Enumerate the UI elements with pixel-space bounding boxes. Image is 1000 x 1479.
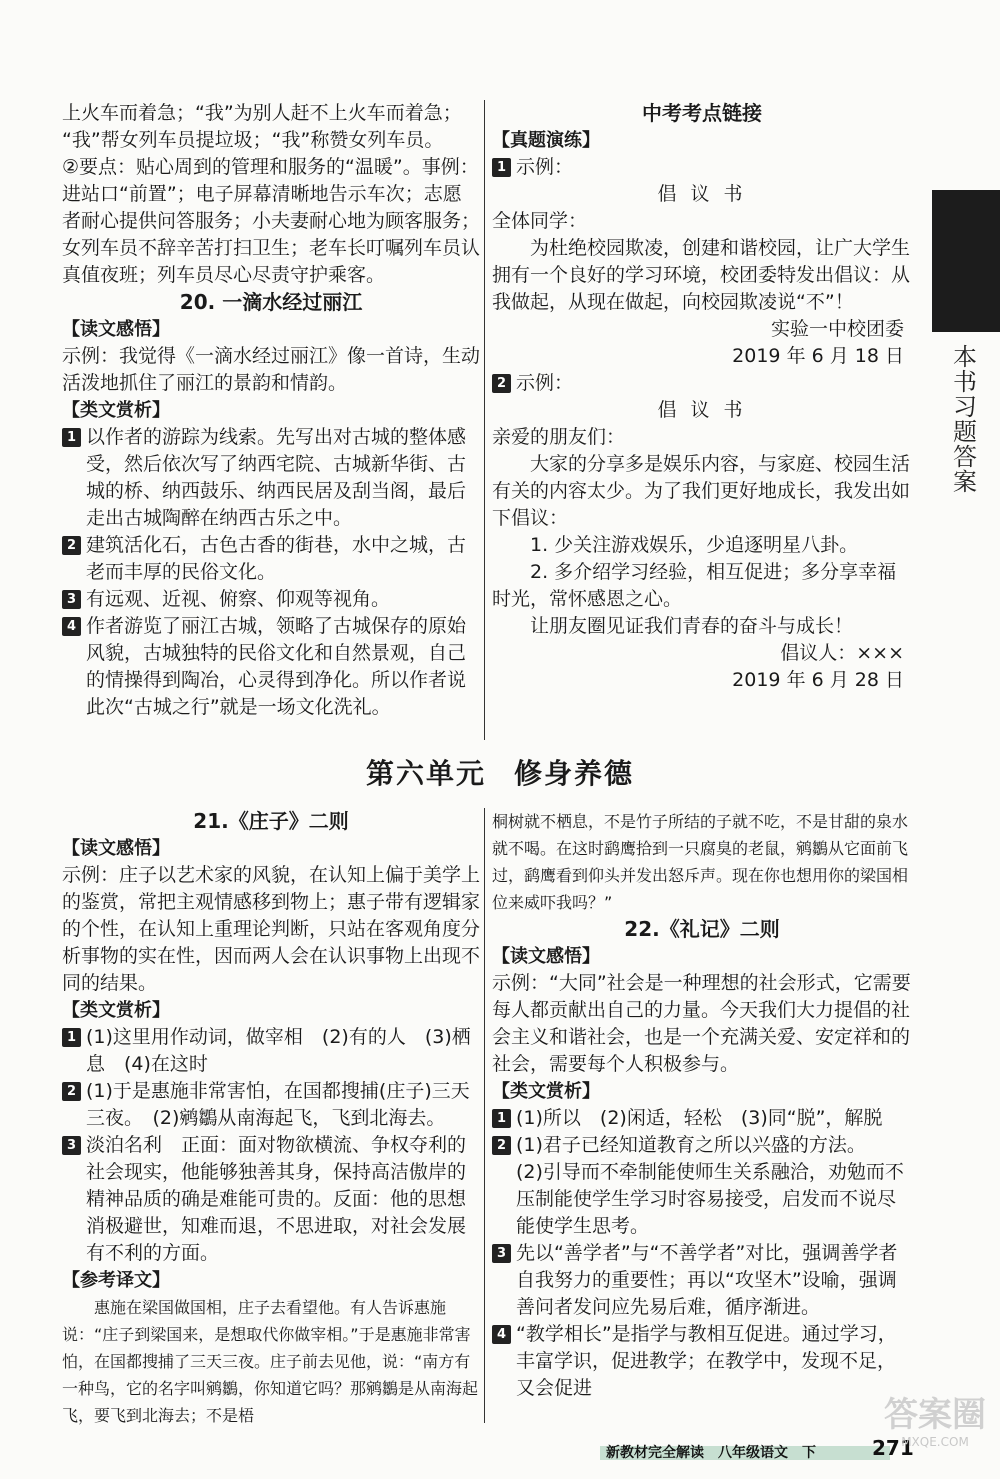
page-number: 271 bbox=[872, 1436, 914, 1460]
translation-text: 桐树就不栖息，不是竹子所结的子就不吃，不是甘甜的泉水就不喝。在这时鹞鹰拾到一只腐臭的老鼠，鹓鶵从它面前飞过，鹞鹰看到仰头并发出怒斥声。现在你也想用你的梁国相位来威吓我吗？” bbox=[492, 812, 909, 912]
letter-title: 倡 议 书 bbox=[657, 183, 747, 205]
answer-text: (2)引导而不牵制能使师生关系融洽，劝勉而不压制能使学生学习时容易接受，启发而不说尽能使学生思考。 bbox=[516, 1161, 904, 1237]
letter-date: 2019 年 6 月 18 日 bbox=[732, 345, 904, 367]
answer-item bbox=[492, 1159, 912, 1240]
answer-item bbox=[62, 532, 480, 586]
footer-book-title: 新教材完全解读 八年级语文 下 bbox=[606, 1445, 816, 1461]
letter-sign: 倡议人：××× bbox=[780, 642, 904, 664]
number-badge: 1 bbox=[492, 1109, 511, 1128]
text-line: ②要点：贴心周到的管理和服务的“温暖”。事例：进站口“前置”；电子屏幕清晰地告示车次；志愿者耐心提供问答服务；小夫妻耐心地为顾客服务；女列车员不辞辛苦打扫卫生；老车长叮嘱列车员认真值夜班；列车员尽心尽责守护乘客。 bbox=[62, 156, 481, 286]
column-divider bbox=[484, 100, 485, 740]
answer-text: 淡泊名利 正面：面对物欲横流、争权夺利的社会现实，他能够独善其身，保持高洁傲岸的精神品质的确是难能可贵的。反面：他的思想消极避世，知难而退，不思进取，对社会发展有不利的方面。 bbox=[86, 1134, 467, 1264]
number-badge: 4 bbox=[62, 617, 81, 636]
number-badge: 2 bbox=[492, 374, 511, 393]
answer-text: 有远观、近视、俯察、仰观等视角。 bbox=[86, 588, 391, 610]
unit-name: 修身养德 bbox=[514, 757, 635, 790]
letter-greeting: 全体同学： bbox=[492, 210, 588, 232]
tag-reading: 【读文感悟】 bbox=[62, 319, 170, 340]
answer-text: (1)所以 (2)闲适，轻松 (3)同“脱”，解脱 bbox=[516, 1107, 883, 1129]
number-badge: 2 bbox=[62, 1082, 81, 1101]
section-title-22: 22.《礼记》二则 bbox=[624, 917, 780, 941]
number-badge: 3 bbox=[62, 1136, 81, 1155]
answer-text: 先以“善学者”与“不善学者”对比，强调善学者自我努力的重要性；再以“攻坚木”设喻，强调善问者发问应先易后难，循序渐进。 bbox=[516, 1242, 898, 1318]
letter-body: 大家的分享多是娱乐内容，与家庭、校园生活有关的内容太少。为了我们更好地成长，我发出如下倡议： bbox=[492, 453, 911, 529]
answer-text: (1)于是惠施非常害怕，在国都搜捕(庄子)三天三夜。 (2)鹓鶵从南海起飞，飞到北海去。 bbox=[86, 1080, 470, 1129]
number-badge: 3 bbox=[62, 590, 81, 609]
left-top-column bbox=[62, 100, 480, 721]
number-badge: 1 bbox=[492, 158, 511, 177]
letter-point: 2. 多介绍学习经验，相互促进；多分享幸福时光，常怀感恩之心。 bbox=[492, 561, 897, 610]
letter-body: 为杜绝校园欺凌，创建和谐校园，让广大学生拥有一个良好的学习环境，校团委特发出倡议：从我做起，从现在做起，向校园欺凌说“不”！ bbox=[492, 237, 911, 313]
tag-reading: 【读文感悟】 bbox=[62, 838, 170, 859]
number-badge: 1 bbox=[62, 1028, 81, 1047]
text-line: 上火车而着急；“我”为别人赶不上火车而着急； bbox=[62, 102, 462, 124]
answer-item bbox=[492, 154, 912, 181]
letter-point: 1. 少关注游戏娱乐，少追逐明星八卦。 bbox=[530, 534, 859, 556]
answer-text: 建筑活化石，古色古香的街巷，水中之城，古老而丰厚的民俗文化。 bbox=[86, 534, 467, 583]
translation-text: 惠施在梁国做国相，庄子去看望他。有人告诉惠施说：“庄子到梁国来，是想取代你做宰相。”于是惠施非常害怕，在国都搜捕了三天三夜。庄子前去见他，说：“南方有一种鸟，它的名字叫鹓鶵，你知道它吗？那鹓鶵是从南海起飞，要飞到北海去；不是梧 bbox=[62, 1298, 479, 1425]
tag-analysis: 【类文赏析】 bbox=[62, 400, 170, 421]
answer-text: (1)这里用作动词，做宰相 (2)有的人 (3)栖息 (4)在这时 bbox=[86, 1026, 471, 1075]
answer-item bbox=[62, 1078, 480, 1132]
right-bottom-column bbox=[492, 808, 912, 1402]
answer-text: 以作者的游踪为线索。先写出对古城的整体感受，然后依次写了纳西宅院、古城新华街、古城的桥、纳西鼓乐、纳西民居及刮当阁，最后走出古城陶醉在纳西古乐之中。 bbox=[86, 426, 467, 529]
tag-practice: 【真题演练】 bbox=[492, 130, 600, 151]
answer-item bbox=[62, 424, 480, 532]
column-divider bbox=[484, 808, 485, 1423]
answer-text: 示例： bbox=[516, 372, 574, 394]
side-tab-block bbox=[932, 190, 1000, 332]
left-bottom-column bbox=[62, 808, 480, 1429]
answer-item bbox=[62, 1132, 480, 1267]
answer-item bbox=[492, 1105, 912, 1132]
tag-analysis: 【类文赏析】 bbox=[492, 1081, 600, 1102]
letter-sign: 实验一中校团委 bbox=[770, 318, 904, 340]
right-top-column bbox=[492, 100, 912, 694]
answer-text: 作者游览了丽江古城，领略了古城保存的原始风貌，古城独特的民俗文化和自然景观，自己的情操得到陶冶，心灵得到净化。所以作者说此次“古城之行”就是一场文化洗礼。 bbox=[86, 615, 467, 718]
watermark-text: 答案圈 bbox=[884, 1395, 986, 1435]
text-line: “我”帮女列车员提垃圾；“我”称赞女列车员。 bbox=[62, 129, 444, 151]
section-title-21: 21.《庄子》二则 bbox=[193, 809, 349, 833]
side-tab-label: 本书习题答案 bbox=[953, 343, 977, 496]
tag-translation: 【参考译文】 bbox=[62, 1270, 170, 1291]
answer-item bbox=[492, 1132, 912, 1159]
answer-item bbox=[62, 613, 480, 721]
letter-date: 2019 年 6 月 28 日 bbox=[732, 669, 904, 691]
letter-point: 让朋友圈见证我们青春的奋斗与成长！ bbox=[530, 615, 854, 637]
answer-item bbox=[492, 370, 912, 397]
number-badge: 2 bbox=[492, 1136, 511, 1155]
answer-text: “教学相长”是指学与教相互促进。通过学习，丰富学识，促进教学；在教学中，发现不足，又会促进 bbox=[516, 1323, 897, 1399]
reading-text: 示例：庄子以艺术家的风貌，在认知上偏于美学上的鉴赏，常把主观情感移到物上；惠子带有逻辑家的个性，在认知上重理论判断，只站在客观角度分析事物的实在性，因而两人会在认识事物上出现不同的结果。 bbox=[62, 864, 481, 994]
watermark-logo bbox=[880, 1395, 990, 1465]
letter-title: 倡 议 书 bbox=[657, 399, 747, 421]
reading-text: 示例：“大同”社会是一种理想的社会形式，它需要每人都贡献出自己的力量。今天我们大力提倡的社会主义和谐社会，也是一个充满关爱、安定祥和的社会，需要每个人积极参与。 bbox=[492, 972, 911, 1075]
letter-greeting: 亲爱的朋友们： bbox=[492, 426, 626, 448]
number-badge: 3 bbox=[492, 1244, 511, 1263]
answer-text: (1)君子已经知道教育之所以兴盛的方法。 bbox=[516, 1134, 866, 1156]
watermark-url: MXQE.COM bbox=[901, 1435, 969, 1449]
number-badge: 1 bbox=[62, 428, 81, 447]
answer-item bbox=[492, 1321, 912, 1402]
unit-title bbox=[0, 752, 1000, 792]
reading-text: 示例：我觉得《一滴水经过丽江》像一首诗，生动活泼地抓住了丽江的景韵和情韵。 bbox=[62, 345, 481, 394]
section-title-20: 20. 一滴水经过丽江 bbox=[179, 290, 363, 314]
tag-analysis: 【类文赏析】 bbox=[62, 1000, 170, 1021]
answer-text: 示例： bbox=[516, 156, 574, 178]
page-footer bbox=[600, 1436, 920, 1464]
answer-item bbox=[62, 1024, 480, 1078]
unit-label: 第六单元 bbox=[365, 757, 486, 790]
section-title-exam: 中考考点链接 bbox=[642, 101, 762, 125]
answer-item bbox=[492, 1240, 912, 1321]
answer-item bbox=[62, 586, 480, 613]
tag-reading: 【读文感悟】 bbox=[492, 946, 600, 967]
number-badge: 4 bbox=[492, 1325, 511, 1344]
number-badge: 2 bbox=[62, 536, 81, 555]
